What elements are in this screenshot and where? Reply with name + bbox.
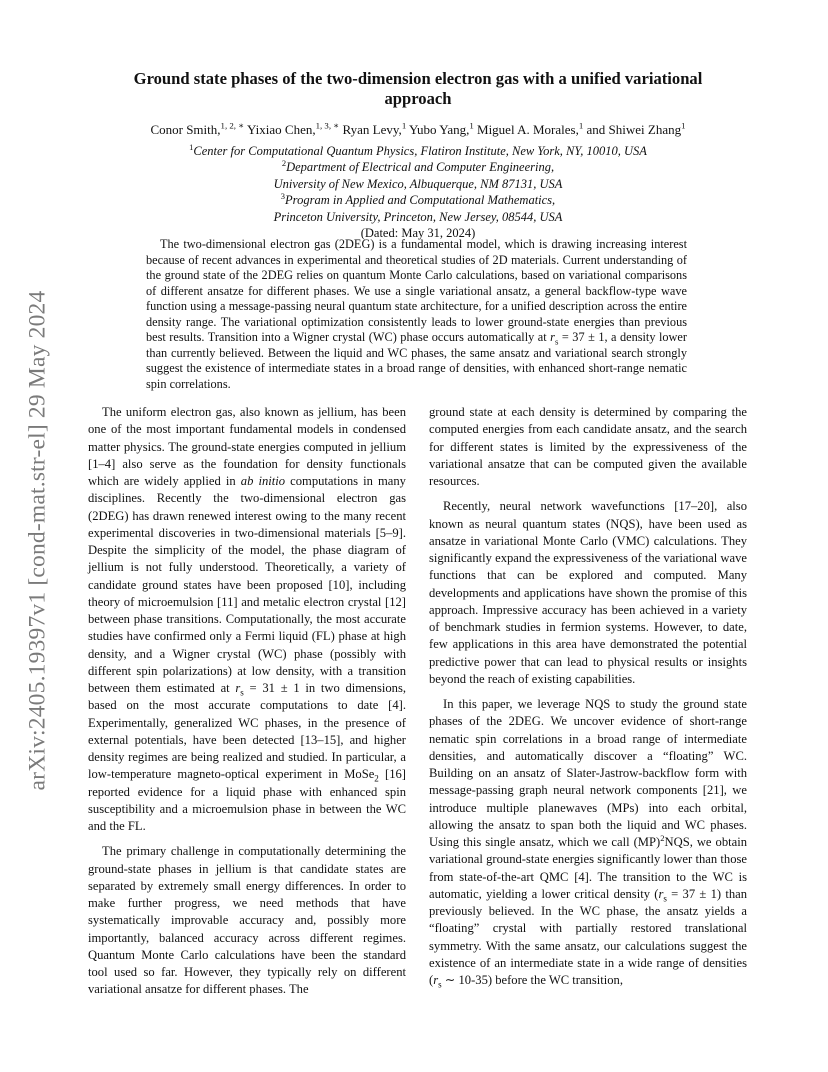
author-list bbox=[80, 122, 756, 138]
affiliation-2-line-2: University of New Mexico, Albuquerque, NM 87131, USA bbox=[273, 176, 563, 191]
paragraph: Recently, neural network wavefunctions [17–20], also known as neural quantum states (NQS), have been used as ansatze in variational Monte Carlo (VMC) calculations. They significantly expand the expressiveness of the variational wave functions that can be explored and computed. Many developments and applications have shown the promise of this approach. Impressive accuracy has been achieved in a variety of benchmark studies in fermion systems. However, to date, few applications in this area have demonstrated the potential predictive power that can lead to physical results or insights beyond the reach of existing capabilities. bbox=[429, 499, 747, 686]
author: Yubo Yang,$^1$ bbox=[409, 120, 474, 137]
paragraph: ground state at each density is determined by comparing the computed energies from each candidate ansatz, and the search for different states is limited by the expressiveness of the variational ansatze that can be computed given the available resources. bbox=[429, 405, 747, 488]
paper-title bbox=[80, 69, 756, 109]
right-column bbox=[429, 404, 747, 989]
affiliation-2-line-1: $^2$Department of Electrical and Computer Engineering, bbox=[281, 158, 555, 175]
author: Ryan Levy,$^1$ bbox=[342, 120, 407, 137]
dated: (Dated: May 31, 2024) bbox=[360, 226, 476, 241]
author: Conor Smith,$^{1, 2, ∗}$ bbox=[150, 120, 245, 137]
author: Miguel A. Morales,$^1$ bbox=[477, 120, 584, 137]
paragraph: In this paper, we leverage NQS to study the ground state phases of the 2DEG. We uncover evidence of short-range nematic spin correlations in a broad range of intermediate densities, and automatically discover a “floating” WC. Building on an ansatz of Slater-Jastrow-backflow form with message-passing graph neural network components [21], we introduce multiple planewaves (MPs) into each orbital, allowing the ansatz to span both the liquid and WC phases. Using this single ansatz, which we call (MP)$^2$NQS, we obtain variational ground-state energies significantly lower than those from state-of-the-art QMC [4]. The transition to the WC is automatic, yielding a lower critical density $(r_s = 37 \pm 1)$ than previously believed. In the WC phase, the ansatz yields a “floating” crystal with partially restored translational symmetry. With the same ansatz, our calculations suggest the existence of an intermediate state in a wide range of densities ($r_s$ ∼ 10-35) before the WC transition, bbox=[429, 697, 748, 990]
title-line-1: Ground state phases of the two-dimension electron gas with a unified variational bbox=[133, 69, 703, 88]
abstract: The two-dimensional electron gas (2DEG) is a fundamental model, which is drawing increasing interest because of recent advances in experimental and theoretical studies of 2D materials. Current understanding of the ground state of the 2DEG relies on quantum Monte Carlo calculations, based on variational comparisons of different ansatze for different phases. We use a single variational ansatz, a general backflow-type wave function using a message-passing neural quantum state architecture, for a unified description across the entire density range. The variational optimization consistently leads to lower ground-state energies than previous best results. Transition into a Wigner crystal (WC) phase occurs automatically at $r_s = 37 \pm 1$, a density lower than currently believed. Between the liquid and WC phases, the same ansatz and variational search strongly suggest the existence of intermediate states in a broad range of densities, with enhanced short-range nematic spin correlations. bbox=[146, 237, 687, 391]
left-column bbox=[88, 404, 406, 999]
arxiv-identifier: arXiv:2405.19397v1 [cond-mat.str-el] 29 May 2024 bbox=[24, 290, 51, 790]
arxiv-identifier-stamp bbox=[22, 240, 54, 840]
paragraph: The primary challenge in computationally determining the ground-state phases in jellium is that candidate states are separated by extremely small energy differences. In order to make further progress, we need methods that have systematically improvable accuracy and, possibly more importantly, balanced accuracy across different regimes. Quantum Monte Carlo calculations have been the standard tool used so far. However, they typically rely on different variational ansatze for different phases. The bbox=[88, 844, 406, 997]
author: Yixiao Chen,$^{1, 3, ∗}$ bbox=[246, 120, 340, 137]
author: and Shiwei Zhang$^1$ bbox=[586, 120, 686, 137]
affiliations bbox=[80, 143, 756, 241]
paragraph: The uniform electron gas, also known as jellium, has been one of the most important fundamental models in condensed matter physics. The ground-state energies computed in jellium [1–4] also serve as the foundation for density functionals which are widely applied in ab initio computations in many disciplines. Recently the two-dimensional electron gas (2DEG) has drawn renewed interest owing to the many recent experimental discoveries in two-dimensional materials [5–9]. Despite the simplicity of the model, the phase diagram of jellium is not fully understood. Theoretically, a variety of candidate ground states have been proposed [10], including theory of microemulsion [11] and metalic electron crystal [12] between phase transitions. Computationally, the most accurate studies have confirmed only a Fermi liquid (FL) phase at high density, and a Wigner crystal (WC) phase (possibly with different spin polarizations) at low density, with a transition between them estimated at $r_s = 31 \pm 1$ in two dimensions, based on the most accurate computations to date [4]. Experimentally, generalized WC phases, in the presence of external potentials, have been detected [13–15], and higher density regimes are being realized and studied. In particular, a low-temperature magneto-optical experiment in MoSe$_2$ [16] reported evidence for a liquid phase with enhanced spin susceptibility and a microemulsion phase in between the WC and the FL. bbox=[88, 405, 406, 833]
title-line-2: approach bbox=[384, 89, 452, 108]
affiliation-3-line-2: Princeton University, Princeton, New Jersey, 08544, USA bbox=[273, 209, 563, 224]
affiliation-1: $^1$Center for Computational Quantum Physics, Flatiron Institute, New York, NY, 10010, USA bbox=[189, 141, 647, 158]
affiliation-3-line-1: $^3$Program in Applied and Computational Mathematics, bbox=[280, 191, 556, 208]
